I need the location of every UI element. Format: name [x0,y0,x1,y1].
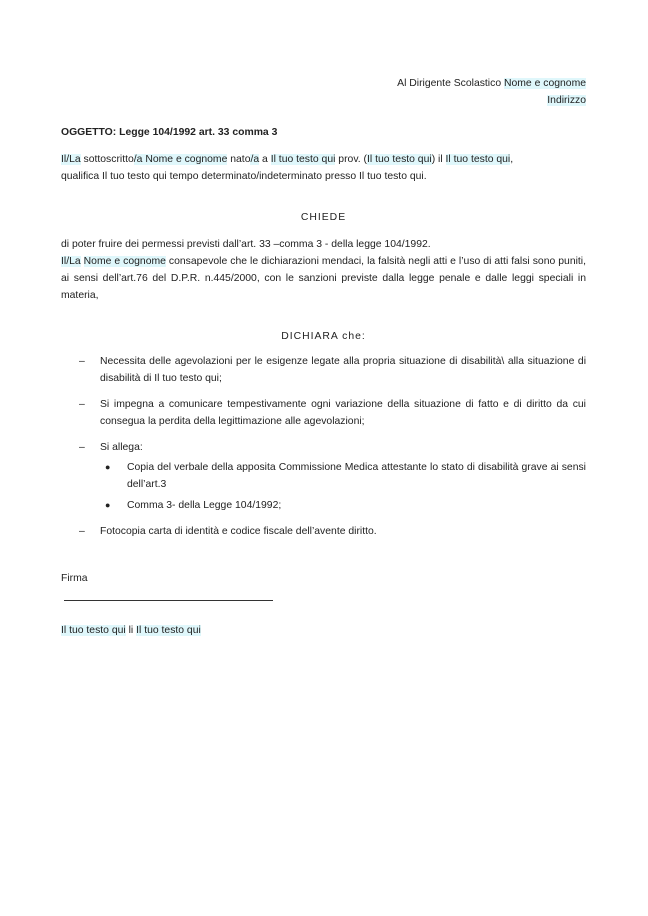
bullet-marker: ● [105,462,111,472]
intro-part-1: Il/La [61,154,81,165]
recipient-address-line [61,92,586,109]
declaration-item-4-text: Fotocopia carta di identità e codice fiscale dell’avente diritto. [100,526,377,537]
place-date-line [61,622,586,639]
intro-part-8: ) il [431,154,446,165]
signature-label: Firma [61,573,88,584]
declaration-item-4 [61,523,586,540]
dash-marker: – [79,442,85,453]
recipient-name-placeholder[interactable]: Nome e cognome [503,78,586,89]
recipient-address-placeholder[interactable]: Indirizzo [547,95,586,106]
intro-part-2: sottoscritto [80,154,134,165]
chiede-body [61,253,586,304]
date-placeholder[interactable]: Il tuo testo qui [136,625,201,636]
dash-marker: – [79,526,85,537]
intro-line-1 [61,151,586,168]
bullet-marker: ● [105,500,111,510]
intro-part-9: , [510,154,514,165]
intro-paragraph [61,151,586,185]
intro-part-7: prov. ( [335,154,367,165]
declaration-item-1 [61,353,586,387]
recipient-prefix: Al Dirigente Scolastico [397,78,504,89]
signature-line[interactable] [64,600,273,601]
intro-line-2: qualifica Il tuo testo qui tempo determinato/indeterminato presso Il tuo testo qui. [61,171,427,182]
recipient-block [61,75,586,109]
intro-birthplace-placeholder[interactable]: Il tuo testo qui [270,154,336,165]
attachment-item-1-text: Copia del verbale della apposita Commissione Medica attestante lo stato di disabilità grave ai sensi dell’art.3 [127,462,586,490]
intro-name-placeholder[interactable]: Nome e cognome [145,154,228,165]
place-placeholder[interactable]: Il tuo testo qui [61,625,126,636]
attachment-item-2 [61,497,586,514]
declaration-item-3 [61,439,586,456]
attachment-item-2-text: Comma 3- della Legge 104/1992; [127,500,282,511]
recipient-line [61,75,586,92]
dichiara-heading: DICHIARA che: [281,331,366,342]
chiede-part-1: Il/La [61,256,81,267]
declaration-item-3-text: Si allega: [100,442,143,453]
declaration-item-1-text: Necessita delle agevolazioni per le esigenze legate alla propria situazione di disabilità\ alla situazione di disabilità di Il tuo testo qui; [100,356,586,384]
place-date-connector: li [125,625,137,636]
intro-province-placeholder[interactable]: Il tuo testo qui [366,154,432,165]
chiede-paragraph [61,236,586,304]
dash-marker: – [79,399,85,410]
chiede-text: consapevole che le dichiarazioni mendaci, la falsità negli atti e l’uso di atti falsi sono puniti, ai sensi dell’art.76 del D.P.R. n.445/2000, con le sanzioni previste dalla legge penale e dalle leggi speciali in materia, [61,256,587,301]
dash-marker: – [79,356,85,367]
declaration-item-2-text: Si impegna a comunicare tempestivamente ogni variazione della situazione di fatto e di diritto da cui consegua la perdita della legittimazione alle agevolazioni; [100,399,586,427]
chiede-line-1: di poter fruire dei permessi previsti dall’art. 33 –comma 3 - della legge 104/1992. [61,239,431,250]
declaration-item-2 [61,396,586,430]
chiede-heading: CHIEDE [300,212,347,223]
intro-part-3: /a [133,154,146,165]
attachment-item-1 [61,459,586,493]
intro-part-4: nato [227,154,251,165]
chiede-name-placeholder[interactable]: Nome e cognome [83,256,166,267]
subject-line: OGGETTO: Legge 104/1992 art. 33 comma 3 [61,127,278,138]
intro-birthdate-placeholder[interactable]: Il tuo testo qui [445,154,511,165]
intro-part-5: /a [250,154,260,165]
intro-part-6: a [259,154,271,165]
